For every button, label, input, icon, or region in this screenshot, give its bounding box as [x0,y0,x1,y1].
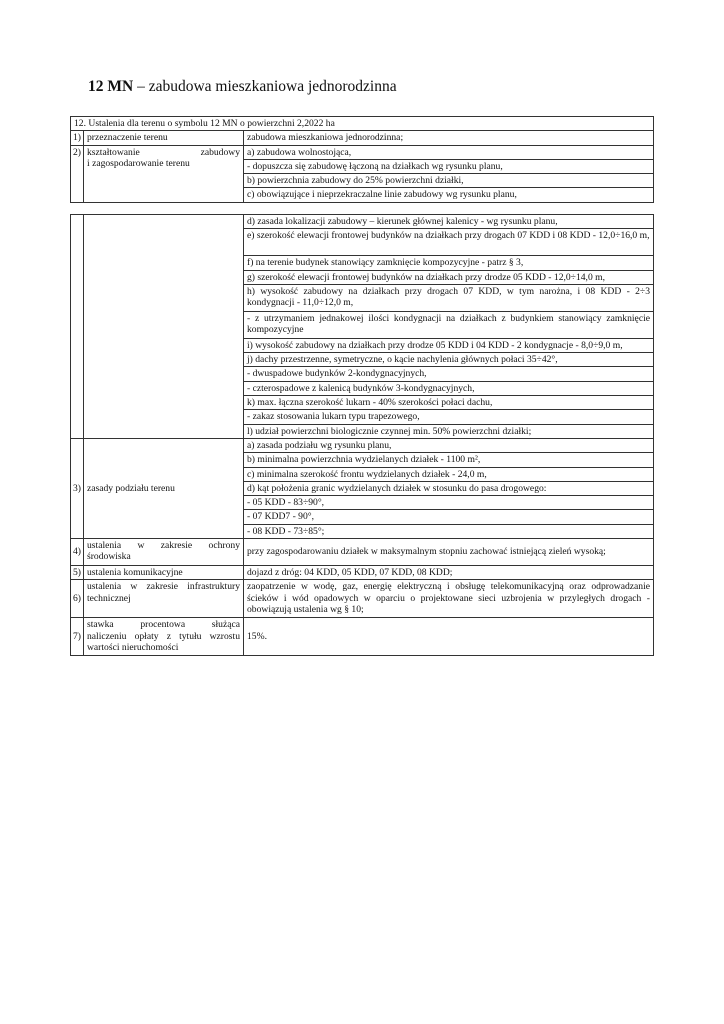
row-value: f) na terenie budynek stanowiący zamknięcie kompozycyjne - patrz § 3, [244,256,654,270]
regulations-table-part-1 [70,116,654,203]
row-label: przeznaczenie terenu [84,131,244,145]
label-line: i zagospodarowanie terenu [87,157,190,169]
row-label-empty [84,215,244,439]
table-row [71,618,654,656]
row-value: b) minimalna powierzchnia wydzielanych działek - 1100 m², [244,453,654,467]
table-row [71,131,654,145]
row-label [84,618,244,656]
row-value: - 07 KDD7 - 90°, [244,510,654,524]
table-row [71,215,654,229]
row-label [84,145,244,202]
row-number: 3) [71,438,84,538]
table-header: 12. Ustalenia dla terenu o symbolu 12 MN o powierzchni 2,2022 ha [71,117,654,131]
row-value: j) dachy przestrzenne, symetryczne, o kącie nachylenia głównych połaci 35÷42°, [244,353,654,367]
row-number: 4) [71,539,84,566]
row-number: 6) [71,580,84,618]
row-number: 1) [71,131,84,145]
label-line: naliczeniu opłaty z tytułu wzrostu [87,630,240,642]
label-line: stawka procentowa służąca [87,619,240,631]
table-row [71,566,654,580]
row-value: - 05 KDD - 83÷90°, [244,496,654,510]
row-value: przy zagospodarowaniu działek w maksymalnym stopniu zachować istniejącą zieleń wysoką; [244,539,654,566]
label-line: kształtowanie zabudowy [87,146,240,158]
row-label [84,580,244,618]
label-line: środowiska [87,551,131,563]
row-value: e) szerokość elewacji frontowej budynków na działkach przy drogach 07 KDD i 08 KDD - 12,0÷16,0 m, [244,229,654,256]
table-row [71,438,654,452]
row-value: - dwuspadowe budynków 2-kondygnacyjnych, [244,367,654,381]
zone-symbol: 12 MN [88,78,134,95]
table-row [71,539,654,566]
page-title [88,78,397,96]
row-number: 5) [71,566,84,580]
row-value: b) powierzchnia zabudowy do 25% powierzchni działki, [244,174,654,188]
row-value: - czterospadowe z kalenicą budynków 3-kondygnacyjnych, [244,381,654,395]
row-value: - zakaz stosowania lukarn typu trapezowego, [244,410,654,424]
row-value: c) obowiązujące i nieprzekraczalne linie zabudowy wg rysunku planu, [244,188,654,202]
row-value: l) udział powierzchni biologicznie czynnej min. 50% powierzchni działki; [244,424,654,438]
row-number-empty [71,215,84,439]
row-label: ustalenia komunikacyjne [84,566,244,580]
row-number: 2) [71,145,84,202]
table-header-row [71,117,654,131]
label-line: ustalenia w zakresie ochrony [87,540,240,552]
row-value: g) szerokość elewacji frontowej budynków na działkach przy drodze 05 KDD - 12,0÷14,0 m, [244,270,654,284]
row-label [84,539,244,566]
table-row [71,580,654,618]
label-line: ustalenia w zakresie infrastruktury [87,581,240,593]
row-value: zaopatrzenie w wodę, gaz, energię elektryczną i obsługę telekomunikacyjną oraz odprowadzanie ścieków i wód opadowych w oparciu o projektowane sieci uzbrojenia w przyległych drogach - obowiązują ustalenia wg § 10; [244,580,654,618]
row-value: i) wysokość zabudowy na działkach przy drodze 05 KDD i 04 KDD - 2 kondygnacje - 8,0÷9,0 m, [244,338,654,352]
row-value: - z utrzymaniem jednakowej ilości kondygnacji na działkach z budynkiem stanowiący zamknięcie kompozycyjne [244,311,654,338]
row-value: a) zasada podziału wg rysunku planu, [244,438,654,452]
row-value: 15%. [244,618,654,656]
row-value: d) kąt położenia granic wydzielanych działek w stosunku do pasa drogowego: [244,481,654,495]
regulations-table-part-2 [70,214,654,656]
row-value: zabudowa mieszkaniowa jednorodzinna; [244,131,654,145]
row-value: - dopuszcza się zabudowę łączoną na działkach wg rysunku planu, [244,159,654,173]
row-value: h) wysokość zabudowy na działkach przy drogach 07 KDD, w tym narożna, i 08 KDD - 2÷3 kondygnacji - 11,0÷12,0 m, [244,284,654,311]
row-label: zasady podziału terenu [84,438,244,538]
row-value: d) zasada lokalizacji zabudowy – kierunek głównej kalenicy - wg rysunku planu, [244,215,654,229]
row-number: 7) [71,618,84,656]
table-row [71,145,654,159]
row-value: c) minimalna szerokość frontu wydzielanych działek - 24,0 m, [244,467,654,481]
row-value: dojazd z dróg: 04 KDD, 05 KDD, 07 KDD, 08 KDD; [244,566,654,580]
zone-description: – zabudowa mieszkaniowa jednorodzinna [133,78,397,95]
row-value: a) zabudowa wolnostojąca, [244,145,654,159]
label-line: wartości nieruchomości [87,641,179,653]
row-value: k) max. łączna szerokość lukarn - 40% szerokości połaci dachu, [244,396,654,410]
row-value: - 08 KDD - 73÷85°; [244,524,654,538]
label-line: technicznej [87,592,131,604]
